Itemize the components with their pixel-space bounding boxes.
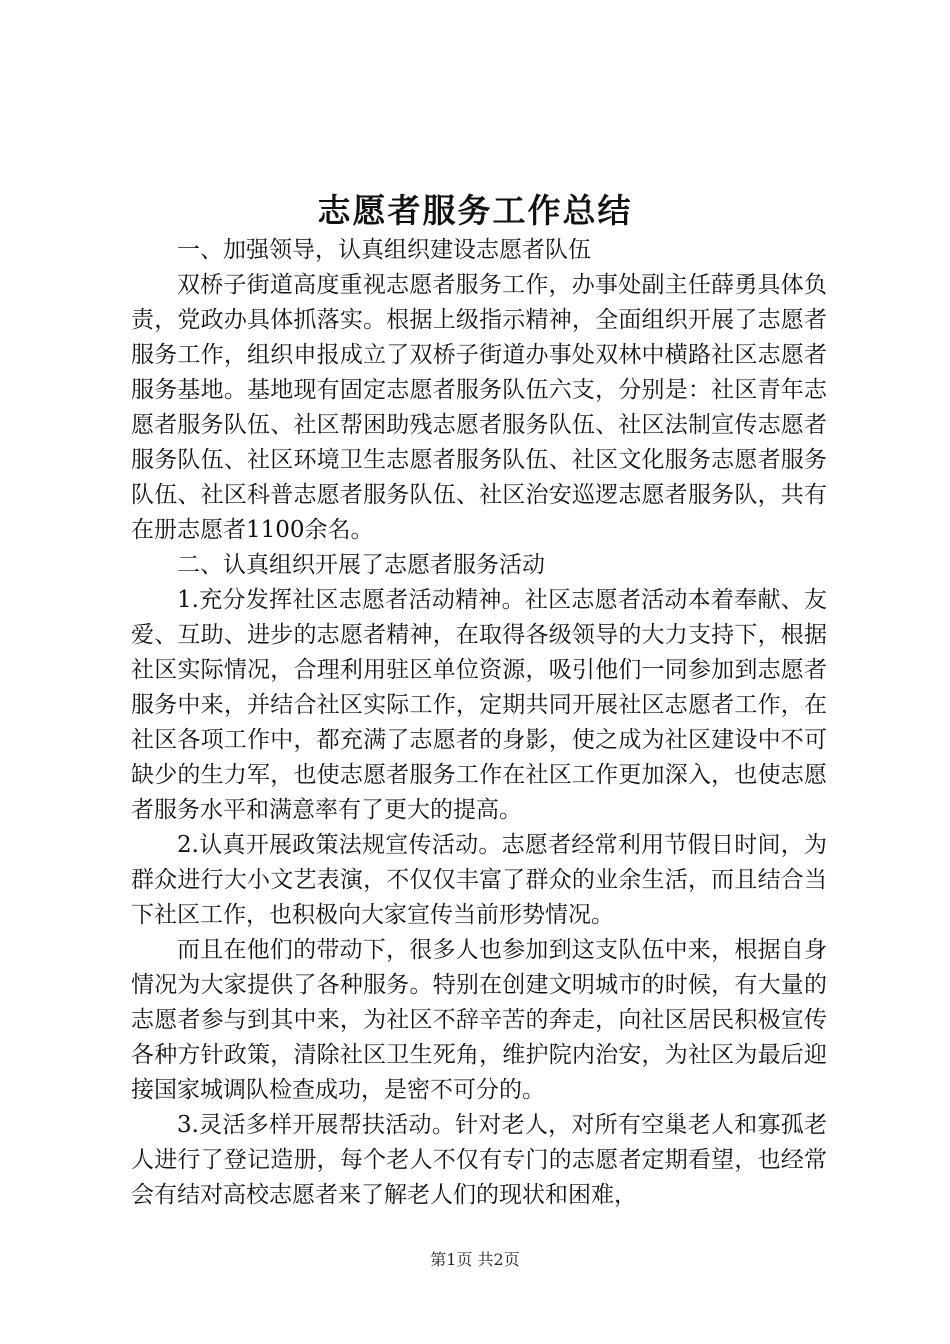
body-paragraph: 3.灵活多样开展帮扶活动。针对老人，对所有空巢老人和寡孤老人进行了登记造册，每个老人不仅有专门的志愿者定期看望，也经常会有结对高校志愿者来了解老人们的现状和困难， <box>131 1112 827 1208</box>
body-paragraph: 2.认真开展政策法规宣传活动。志愿者经常利用节假日时间，为群众进行大小文艺表演，不仅仅丰富了群众的业余生活，而且结合当下社区工作，也积极向大家宣传当前形势情况。 <box>131 832 827 928</box>
body-paragraph: 1.充分发挥社区志愿者活动精神。社区志愿者活动本着奉献、友爱、互助、进步的志愿者精神，在取得各级领导的大力支持下，根据社区实际情况，合理利用驻区单位资源，吸引他们一同参加到志愿者服务中来，并结合社区实际工作，定期共同开展社区志愿者工作，在社区各项工作中，都充满了志愿者的身影，使之成为社区建设中不可缺少的生力军，也使志愿者服务工作在社区工作更加深入，也使志愿者服务水平和满意率有了更大的提高。 <box>131 587 827 823</box>
section-heading-2: 二、认真组织开展了志愿者服务活动 <box>177 552 545 578</box>
page-number-footer: 第1页 共2页 <box>430 1250 520 1269</box>
body-paragraph: 而且在他们的带动下，很多人也参加到这支队伍中来，根据自身情况为大家提供了各种服务。特别在创建文明城市的时候，有大量的志愿者参与到其中来，为社区不辞辛苦的奔走，向社区居民积极宣传各种方针政策，清除社区卫生死角，维护院内治安，为社区为最后迎接国家城调队检查成功，是密不可分的。 <box>131 937 827 1103</box>
section-heading-1: 一、加强领导，认真组织建设志愿者队伍 <box>177 237 591 263</box>
document-title: 志愿者服务工作总结 <box>317 191 633 230</box>
body-paragraph: 双桥子街道高度重视志愿者服务工作，办事处副主任薛勇具体负责，党政办具体抓落实。根据上级指示精神，全面组织开展了志愿者服务工作，组织申报成立了双桥子街道办事处双林中横路社区志愿者服务基地。基地现有固定志愿者服务队伍六支，分别是：社区青年志愿者服务队伍、社区帮困助残志愿者服务队伍、社区法制宣传志愿者服务队伍、社区环境卫生志愿者服务队伍、社区文化服务志愿者服务队伍、社区科普志愿者服务队伍、社区治安巡逻志愿者服务队，共有在册志愿者1100余名。 <box>131 272 827 543</box>
document-body <box>131 233 827 1213</box>
